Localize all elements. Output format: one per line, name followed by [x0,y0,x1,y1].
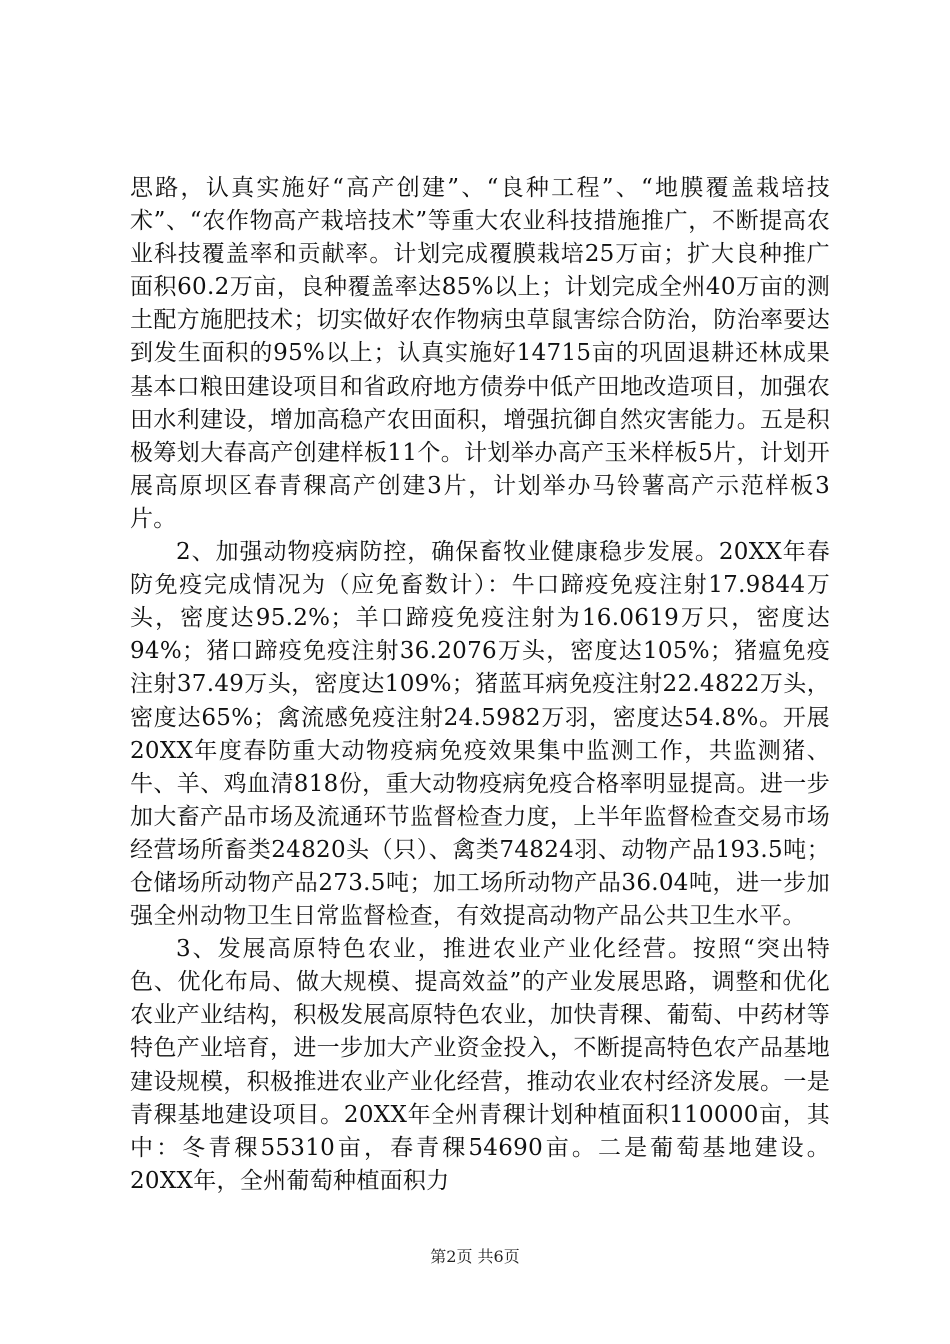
document-body [130,172,830,1198]
page-footer: 第2页 共6页 [430,1247,520,1266]
paragraph-1: 思路，认真实施好“高产创建”、“良种工程”、“地膜覆盖栽培技术”、“农作物高产栽培技术”等重大农业科技措施推广，不断提高农业科技覆盖率和贡献率。计划完成覆膜栽培25万亩；扩大良种推广面积60.2万亩，良种覆盖率达85%以上；计划完成全州40万亩的测土配方施肥技术；切实做好农作物病虫草鼠害综合防治，防治率要达到发生面积的95%以上；认真实施好14715亩的巩固退耕还林成果基本口粮田建设项目和省政府地方债券中低产田地改造项目，加强农田水利建设，增加高稳产农田面积，增强抗御自然灾害能力。五是积极筹划大春高产创建样板11个。计划举办高产玉米样板5片，计划开展高原坝区春青稞高产创建3片，计划举办马铃薯高产示范样板3片。 [130,175,830,532]
paragraph-2: 2、加强动物疫病防控，确保畜牧业健康稳步发展。20XX年春防免疫完成情况为（应免畜数计）：牛口蹄疫免疫注射17.9844万头，密度达95.2%；羊口蹄疫免疫注射为16.0619万只，密度达94%；猪口蹄疫免疫注射36.2076万头，密度达105%；猪瘟免疫注射37.49万头，密度达109%；猪蓝耳病免疫注射22.4822万头，密度达65%；禽流感免疫注射24.5982万羽，密度达54.8%。开展20XX年度春防重大动物疫病免疫效果集中监测工作，共监测猪、牛、羊、鸡血清818份，重大动物疫病免疫合格率明显提高。进一步加大畜产品市场及流通环节监督检查力度，上半年监督检查交易市场经营场所畜类24820头（只）、禽类74824羽、动物产品193.5吨；仓储场所动物产品273.5吨；加工场所动物产品36.04吨，进一步加强全州动物卫生日常监督检查，有效提高动物产品公共卫生水平。 [130,539,830,930]
paragraph-3: 3、发展高原特色农业，推进农业产业化经营。按照“突出特色、优化布局、做大规模、提高效益”的产业发展思路，调整和优化农业产业结构，积极发展高原特色农业，加快青稞、葡萄、中药材等特色产业培育，进一步加大产业资金投入，不断提高特色农产品基地建设规模，积极推进农业产业化经营，推动农业农村经济发展。一是青稞基地建设项目。20XX年全州青稞计划种植面积110000亩，其中：冬青稞55310亩，春青稞54690亩。二是葡萄基地建设。20XX年，全州葡萄种植面积力 [130,936,830,1194]
